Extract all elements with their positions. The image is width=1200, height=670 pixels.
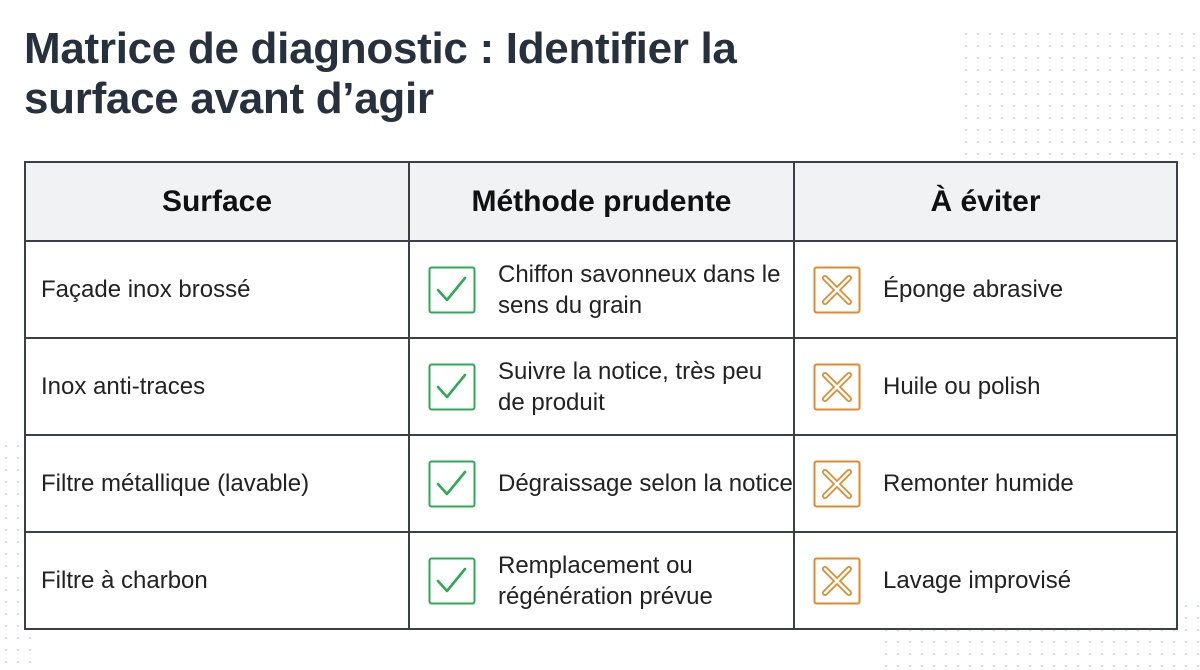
surface-cell: Façade inox brossé [25,241,409,338]
avoid-text: Lavage improvisé [883,567,1072,594]
avoid-text: Huile ou polish [883,373,1041,400]
column-header-surface: Surface [25,162,409,241]
method-cell [409,241,794,338]
table-row [25,435,1177,532]
check-icon [428,460,476,508]
column-header-method: Méthode prudente [409,162,794,241]
column-header-avoid: À éviter [794,162,1177,241]
check-icon [428,363,476,411]
method-text: Chiffon savonneux dans le sens du grain [498,260,781,319]
table-row [25,532,1177,629]
table-header-row [25,162,1177,241]
method-cell [409,338,794,435]
avoid-text: Remonter humide [883,470,1074,497]
diagnostic-matrix-table [24,161,1178,630]
cross-icon [813,460,861,508]
avoid-cell [794,435,1177,532]
surface-cell: Inox anti-traces [25,338,409,435]
avoid-cell [794,241,1177,338]
check-icon [428,266,476,314]
table-row [25,338,1177,435]
avoid-cell [794,338,1177,435]
method-text: Dégraissage selon la notice [498,470,793,497]
cross-icon [813,266,861,314]
check-icon [428,557,476,605]
method-text: Suivre la notice, très peu de produit [498,357,763,416]
avoid-cell [794,532,1177,629]
surface-cell: Filtre à charbon [25,532,409,629]
surface-cell: Filtre métallique (lavable) [25,435,409,532]
table-row [25,241,1177,338]
method-cell [409,532,794,629]
method-cell [409,435,794,532]
cross-icon [813,363,861,411]
page-title: Matrice de diagnostic : Identifier la surface avant d’agir [24,24,737,123]
cross-icon [813,557,861,605]
decorative-dot-grid [960,28,1200,158]
avoid-text: Éponge abrasive [883,276,1064,303]
method-text: Remplacement ou régénération prévue [498,551,713,610]
